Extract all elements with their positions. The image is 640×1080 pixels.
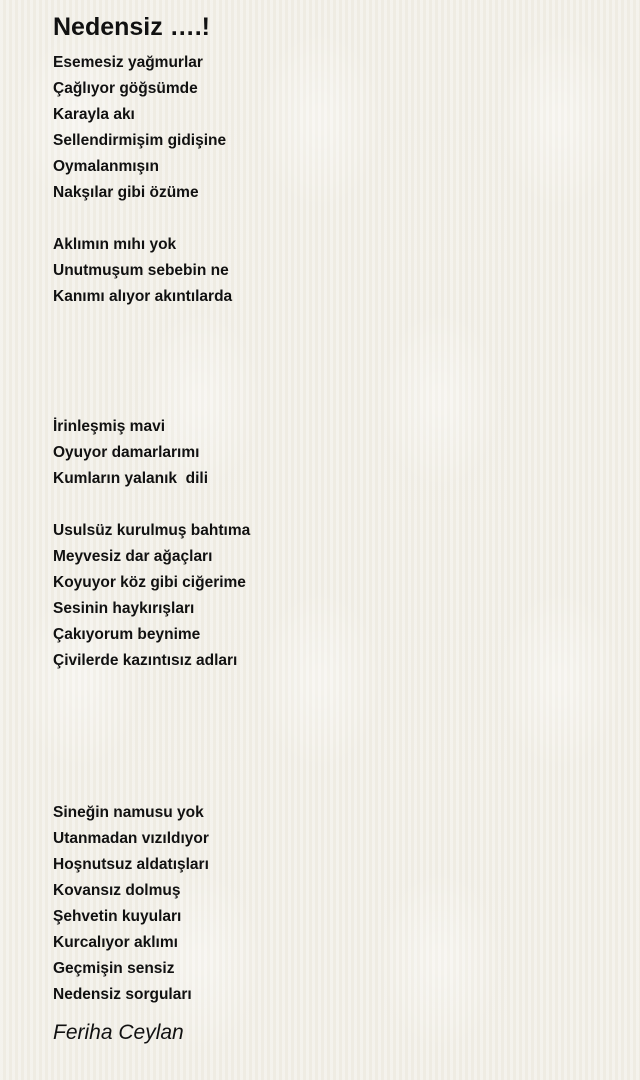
poem-line: Oymalanmışın: [53, 158, 159, 175]
poem-line: Koyuyor köz gibi ciğerime: [53, 574, 246, 591]
stanza-3: [53, 414, 613, 492]
stanza-gap: [53, 674, 613, 800]
poem-line: Nedensiz sorguları: [53, 986, 192, 1003]
poem-line: Kovansız dolmuş: [53, 882, 181, 899]
poem-line: Hoşnutsuz aldatışları: [53, 856, 209, 873]
stanza-gap: [53, 310, 613, 414]
poem-line: Oyuyor damarlarımı: [53, 444, 200, 461]
poem-line: Çivilerde kazıntısız adları: [53, 652, 238, 669]
poem-line: Çağlıyor göğsümde: [53, 80, 198, 97]
poem-line: Kumların yalanık dili: [53, 470, 209, 487]
poem-line: Sineğin namusu yok: [53, 804, 204, 821]
poem-line: Karayla akı: [53, 106, 135, 123]
poem-line: Utanmadan vızıldıyor: [53, 830, 209, 847]
stanza-2: [53, 232, 613, 310]
stanza-1: [53, 50, 613, 206]
poem-container: [53, 12, 613, 1047]
stanza-4: [53, 518, 613, 674]
poem-line: Esemesiz yağmurlar: [53, 54, 203, 71]
poem-line: Aklımın mıhı yok: [53, 236, 177, 253]
stanza-5: [53, 800, 613, 1008]
poem-author: Feriha Ceylan: [53, 1021, 184, 1044]
poem-line: Sellendirmişim gidişine: [53, 132, 227, 149]
poem-line: Unutmuşum sebebin ne: [53, 262, 229, 279]
stanza-gap: [53, 492, 613, 518]
poem-line: Şehvetin kuyuları: [53, 908, 182, 925]
poem-line: Sesinin haykırışları: [53, 600, 195, 617]
poem-line: Meyvesiz dar ağaçları: [53, 548, 213, 565]
poem-line: Nakşılar gibi özüme: [53, 184, 199, 201]
poem-line: Kurcalıyor aklımı: [53, 934, 178, 951]
stanza-gap: [53, 206, 613, 232]
poem-title: Nedensiz ….!: [53, 13, 210, 41]
poem-line: İrinleşmiş mavi: [53, 418, 166, 435]
poem-line: Çakıyorum beynime: [53, 626, 201, 643]
poem-line: Usulsüz kurulmuş bahtıma: [53, 522, 251, 539]
poem-line: Kanımı alıyor akıntılarda: [53, 288, 233, 305]
poem-line: Geçmişin sensiz: [53, 960, 175, 977]
